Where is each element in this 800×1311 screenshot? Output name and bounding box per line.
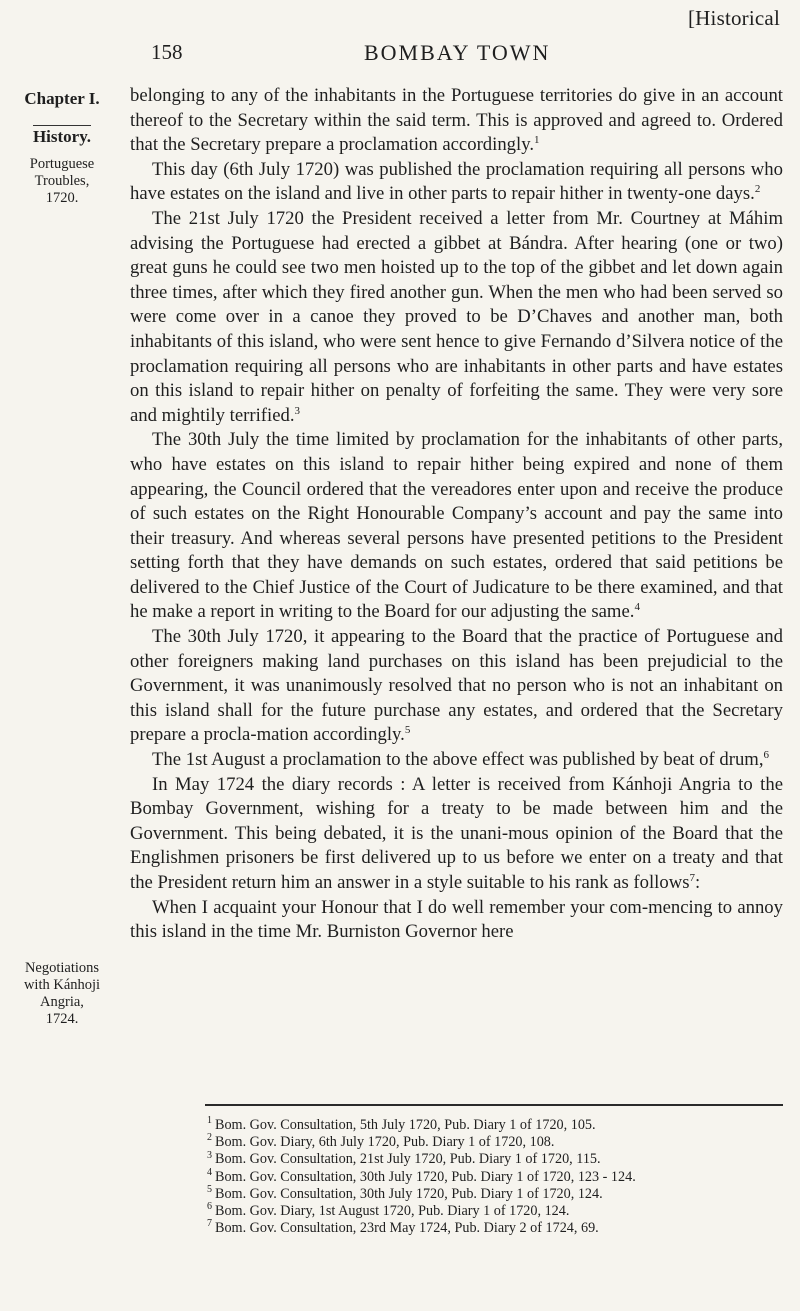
paragraph	[130, 428, 783, 625]
paragraph-text: In May 1724 the diary records : A letter is received from Kánhoji Angria to the Bombay Government, wishing for a treaty to be made between him and the Government. This being debated, it is the unani-mous opinion of the Board that the Englishmen prisoners be first delivered up to us before we enter on a treaty and that the President return him an answer in a style suitable to his rank as follows	[130, 773, 783, 893]
paragraph	[130, 625, 783, 748]
footnote-ref: 4	[634, 601, 640, 614]
footnote-text: Bom. Gov. Consultation, 5th July 1720, Pub. Diary 1 of 1720, 105.	[215, 1117, 596, 1133]
footnote	[207, 1117, 785, 1134]
footnote	[207, 1151, 785, 1168]
paragraph-text: belonging to any of the inhabitants in the Portuguese territories do give in an account thereof to the Secretary within the said term. This is approved and agreed to. Ordered that the Secretary prepare a proclamation accordingly.	[130, 85, 783, 156]
footnote-number: 6	[207, 1201, 212, 1213]
footnote	[207, 1220, 785, 1237]
side-note-line: 1720.	[45, 190, 79, 206]
footnote-ref: 2	[754, 183, 761, 196]
paragraph-text: This day (6th July 1720) was published the proclamation requiring all persons who have estates on the island and live in other parts to repair hither in twenty-one days.	[130, 158, 783, 205]
footnote-rule	[205, 1104, 783, 1106]
paragraph-text: The 21st July 1720 the President received a letter from Mr. Courtney at Máhim advising the Portuguese had erected a gibbet at Bándra. After hearing (one or two) great guns he could see two men hoisted up to the top of the gibbet and let down again three times, after which they fired another gun. When the men who had been served so were come over in a canoe they proved to be D’Chaves and another man, both inhabitants of this island, who were sent hence to give Fernando d’Silvera notice of the proclamation requiring all persons who are inhabitants in other parts and have estates on this island to repair hither on penalty of forfeiting the same. They were very sore and mightily terrified.	[130, 207, 783, 426]
paragraph-text: When I acquaint your Honour that I do well remember your com-mencing to annoy this island in the time Mr. Burniston Governor here	[130, 896, 783, 943]
paragraph-text: The 30th July the time limited by proclamation for the inhabitants of other parts, who have estates on this island to repair hither being expired and none of them appearing, the Council ordered that the vereadores enter upon and receive the produce of such estates on the Right Honourable Company’s account and pay the same into their treasury. And whereas several persons have presented petitions to the President setting forth that they have demands on such estates, ordered that said petitions be delivered to the Chief Justice of the Court of Judicature to be there examined, and that he make a report in writing to the Board for our adjusting the same.	[130, 429, 783, 623]
footnote	[207, 1203, 785, 1220]
side-note-line: Negotiations	[24, 960, 100, 976]
footnote-text: Bom. Gov. Diary, 6th July 1720, Pub. Diary 1 of 1720, 108.	[215, 1134, 555, 1151]
footnote-text: Bom. Gov. Consultation, 30th July 1720, Pub. Diary 1 of 1720, 123 - 124.	[215, 1168, 636, 1185]
running-title: BOMBAY TOWN	[364, 40, 551, 65]
side-note-negotiations	[6, 960, 118, 1028]
paragraph-text: The 1st August a proclamation to the above effect was published by beat of drum,	[152, 749, 764, 771]
paragraph	[130, 773, 783, 896]
footnote-ref: 5	[404, 724, 411, 737]
paragraph	[130, 158, 783, 207]
section-header: [Historical	[687, 6, 780, 30]
footnote-number: 1	[207, 1115, 212, 1127]
footnote-number: 4	[207, 1166, 212, 1178]
side-note-line: with Kánhoji	[23, 977, 101, 993]
paragraph-text: The 30th July 1720, it appearing to the Board that the practice of Portuguese and other foreigners making land purchases on this island has been prejudicial to the Government, it was unanimously resolved that no person who is not an inhabitant on this island shall for the future purchase any estates, and ordered that the Secretary prepare a procla-mation accordingly.	[130, 626, 783, 746]
footnote-ref: 1	[534, 133, 540, 146]
paragraph	[130, 896, 783, 945]
footnote-text: Bom. Gov. Consultation, 23rd May 1724, Pub. Diary 2 of 1724, 69.	[215, 1220, 599, 1237]
chapter-label: Chapter I.	[24, 89, 100, 108]
side-note-line: Portuguese	[29, 156, 95, 172]
footnote-text: Bom. Gov. Consultation, 30th July 1720, Pub. Diary 1 of 1720, 124.	[215, 1185, 603, 1202]
footnote-ref: 7	[689, 871, 695, 884]
footnote-number: 5	[207, 1184, 212, 1196]
side-note-line: Troubles,	[34, 173, 90, 189]
history-text: History.	[32, 127, 92, 146]
main-text	[130, 84, 783, 945]
side-note-portuguese	[6, 156, 118, 207]
page-number: 158	[151, 40, 183, 64]
paragraph	[130, 207, 783, 428]
footnote-number: 2	[207, 1132, 212, 1144]
footnote-ref: 3	[294, 404, 301, 417]
margin-notes	[6, 88, 118, 207]
side-note-block	[6, 960, 118, 1028]
footnote	[207, 1186, 785, 1203]
footnote-text: Bom. Gov. Consultation, 21st July 1720, Pub. Diary 1 of 1720, 115.	[215, 1151, 601, 1168]
history-label	[6, 126, 118, 148]
paragraph	[130, 748, 783, 773]
footnote-number: 7	[207, 1218, 212, 1230]
footnote	[207, 1134, 785, 1151]
footnote-text: Bom. Gov. Diary, 1st August 1720, Pub. Diary 1 of 1720, 124.	[215, 1203, 570, 1220]
footnote	[207, 1166, 785, 1186]
paragraph-end: :	[694, 872, 701, 893]
footnotes	[207, 1117, 785, 1237]
footnote-ref: 6	[763, 748, 770, 761]
side-note-line: Angria,	[40, 994, 84, 1010]
side-note-line: 1724.	[45, 1011, 79, 1027]
paragraph	[130, 84, 783, 158]
footnote-number: 3	[207, 1149, 212, 1161]
